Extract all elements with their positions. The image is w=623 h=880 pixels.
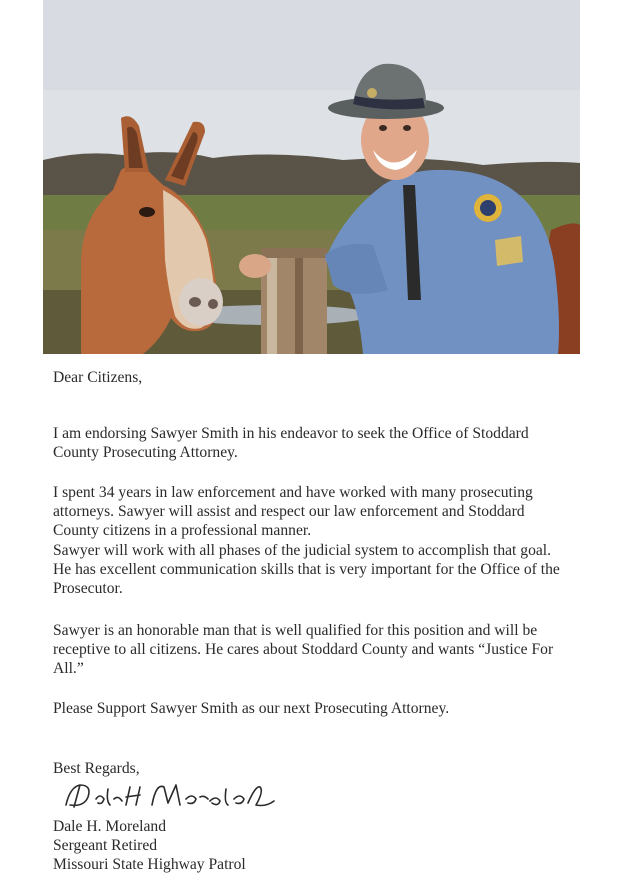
- paragraph-line: County Prosecuting Attorney.: [53, 444, 238, 462]
- endorsement-photo: [43, 0, 580, 354]
- paragraph-line: attorneys. Sawyer will assist and respect our law enforcement and Stoddard: [53, 503, 525, 521]
- paragraph-line: Prosecutor.: [53, 580, 123, 598]
- closing: Best Regards,: [53, 760, 140, 777]
- signer-block: [53, 817, 246, 875]
- salutation: Dear Citizens,: [53, 369, 143, 386]
- paragraph-line: All.”: [53, 660, 84, 678]
- paragraph-experience: [53, 483, 560, 598]
- paragraph-line: He has excellent communication skills that is very important for the Office of the: [53, 560, 560, 578]
- photo-illustration: [43, 0, 580, 354]
- paragraph-line: County citizens in a professional manner.: [53, 522, 312, 540]
- paragraph-line: Sawyer will work with all phases of the judicial system to accomplish that goal.: [53, 541, 552, 559]
- paragraph-endorsement: [53, 424, 529, 462]
- handwritten-signature: [60, 775, 280, 815]
- paragraph-line: Sawyer is an honorable man that is well qualified for this position and will be: [53, 622, 538, 639]
- signer-name: Dale H. Moreland: [53, 818, 167, 835]
- paragraph-support: Please Support Sawyer Smith as our next Prosecuting Attorney.: [53, 700, 450, 717]
- paragraph-line: I am endorsing Sawyer Smith in his endeavor to seek the Office of Stoddard: [53, 425, 529, 442]
- signer-organization: Missouri State Highway Patrol: [53, 856, 246, 874]
- paragraph-line: I spent 34 years in law enforcement and have worked with many prosecuting: [53, 484, 533, 501]
- paragraph-character: [53, 621, 553, 679]
- signer-rank: Sergeant Retired: [53, 837, 158, 855]
- paragraph-line: receptive to all citizens. He cares about Stoddard County and wants “Justice For: [53, 641, 554, 659]
